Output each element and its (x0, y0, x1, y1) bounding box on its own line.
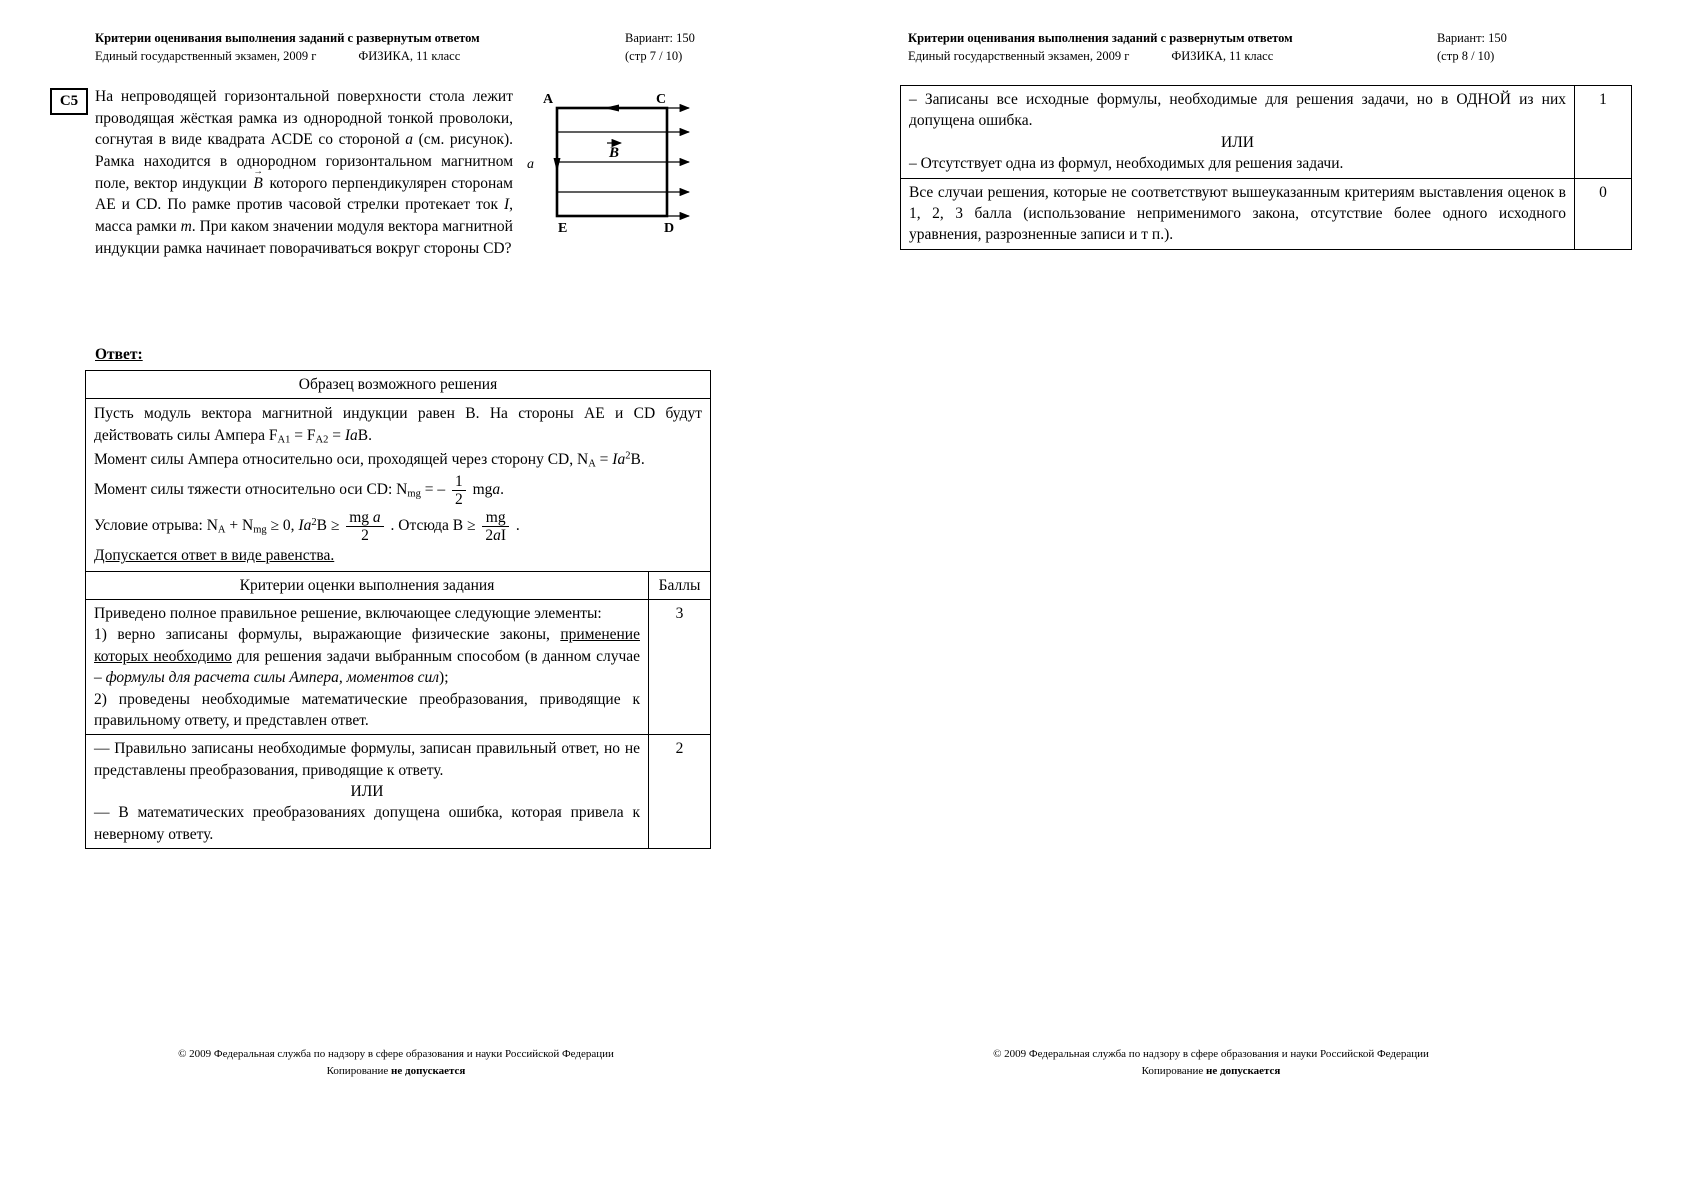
header-variant-2: Вариант: 150 (1437, 31, 1507, 45)
header-variant: Вариант: 150 (625, 31, 695, 45)
current-arrow-left-icon (554, 158, 561, 172)
header-right-block-right-page (1437, 30, 1507, 65)
field-lines (557, 108, 689, 216)
footer-right-page (900, 1046, 1522, 1080)
b-vector-label (607, 143, 621, 161)
criteria-row-score-1 (901, 86, 1632, 179)
header-exam-line-2 (908, 48, 1293, 66)
task-figure (525, 88, 705, 238)
header-title-2: Критерии оценивания выполнения заданий с развернутым ответом (908, 31, 1293, 45)
corner-label-D: D (664, 221, 675, 236)
criteria-text-2: — Правильно записаны необходимые формулы, записан правильный ответ, но не представлены преобразования, приводящие к ответу. ИЛИ — В математических преобразованиях допущена ошибка, которая привела к неверному ответу. (86, 735, 649, 849)
footer-copyright-2: © 2009 Федеральная служба по надзору в сфере образования и науки Российской Федерации (993, 1048, 1429, 1060)
task-body (95, 86, 705, 260)
criteria-header: Критерии оценки выполнения задания (86, 571, 649, 599)
corner-label-E: E (558, 221, 568, 236)
criteria-row-score-2 (86, 735, 711, 849)
solution-line-2: Момент силы Ампера относительно оси, проходящей через сторону CD, $N_А = Ia^2В$. (94, 450, 645, 470)
header-left-page (95, 30, 480, 65)
corner-label-A: A (543, 92, 554, 107)
b-vector-letter: B (609, 145, 620, 161)
corner-label-C: C (656, 92, 667, 107)
side-length-label: a (527, 157, 534, 172)
score-cell-2: 2 (649, 735, 711, 849)
solution-line-4: Условие отрыва: $N_А + N_{mg} \ge 0$, $Ia^2В$ ≥ $\frac{\text{mg a}}{2}$ . Отсюда В ≥ $\frac{mg}{2aI}$ . (94, 509, 520, 545)
solution-table (85, 370, 711, 849)
header-page-number-2: (стр 8 / 10) (1437, 48, 1495, 63)
solution-line-5: Допускается ответ в виде равенства. (94, 547, 335, 565)
answer-label: Ответ: (95, 346, 143, 363)
score-cell-0: 0 (1575, 178, 1632, 249)
score-cell-1: 1 (1575, 86, 1632, 179)
task-text: На непроводящей горизонтальной поверхности стола лежит проводящая жёсткая рамка из однородной тонкой проволоки, согнутая в виде квадрата ACDE со стороной a (см. рисунок). Рамка находится в однородном горизонтальном магнитном поле, вектор индукции B → которого перпендикулярен сторонам АЕ и CD. По рамке против часовой стрелки протекает ток I, масса рамки m. При каком значении модуля вектора магнитной индукции рамка начинает поворачиваться вокруг стороны CD? (95, 86, 705, 260)
header-exam: Единый государственный экзамен, 2009 г (95, 48, 317, 63)
task-label-box (50, 88, 88, 115)
header-subject-2: ФИЗИКА, 11 класс (1171, 48, 1274, 63)
criteria-score-header: Баллы (649, 571, 711, 599)
solution-line-1: Пусть модуль вектора магнитной индукции равен В. На стороны АЕ и CD будут действовать силы Ампера $F_{А1} = F_{А2}$ = IaB. (94, 405, 702, 446)
header-right-page (908, 30, 1293, 65)
current-arrow-top-icon (604, 105, 619, 112)
header-right-block-left-page (625, 30, 695, 65)
solution-header-row (86, 371, 711, 399)
header-exam-line (95, 48, 480, 66)
solution-header: Образец возможного решения (86, 371, 711, 399)
solution-line-3: Момент силы тяжести относительно оси CD: $N_{mg}$ = – $\frac{1}{2}$ mga. (94, 473, 505, 509)
criteria-row-score-0 (901, 178, 1632, 249)
footer-warning: Копирование не допускается (326, 1065, 466, 1078)
criteria-table-continued (900, 85, 1632, 250)
header-page-number: (стр 7 / 10) (625, 48, 683, 63)
footer-copyright: © 2009 Федеральная служба по надзору в сфере образования и науки Российской Федерации (178, 1048, 614, 1060)
criteria-row-score-3 (86, 600, 711, 735)
header-subject: ФИЗИКА, 11 класс (358, 48, 461, 63)
criteria-text-3: Приведено полное правильное решение, включающее следующие элементы: 1) верно записаны формулы, выражающие физические законы, применение которых необходимо для решения задачи выбранным способом (в данном случае – формулы для расчета силы Ампера, моментов сил); 2) проведены необходимые математические преобразования, приводящие к правильному ответу, и представлен ответ. (86, 600, 649, 735)
solution-body (86, 399, 711, 571)
criteria-text-1: – Записаны все исходные формулы, необходимые для решения задачи, но в ОДНОЙ из них допущена ошибка. ИЛИ – Отсутствует одна из формул, необходимых для решения задачи. (901, 86, 1575, 179)
criteria-text-0: Все случаи решения, которые не соответствуют вышеуказанным критериям выставления оценок в 1, 2, 3 балла (использование неприменимого закона, отсутствие более одного исходного уравнения, разрозненные записи и т п.). (901, 178, 1575, 249)
solution-body-row (86, 399, 711, 571)
header-exam-2: Единый государственный экзамен, 2009 г (908, 48, 1130, 63)
footer-warning-2: Копирование не допускается (1141, 1065, 1281, 1078)
header-title: Критерии оценивания выполнения заданий с развернутым ответом (95, 31, 480, 45)
criteria-header-row (86, 571, 711, 599)
score-cell-3: 3 (649, 600, 711, 735)
footer-left-page (50, 1046, 742, 1080)
task-label: С5 (59, 93, 79, 109)
